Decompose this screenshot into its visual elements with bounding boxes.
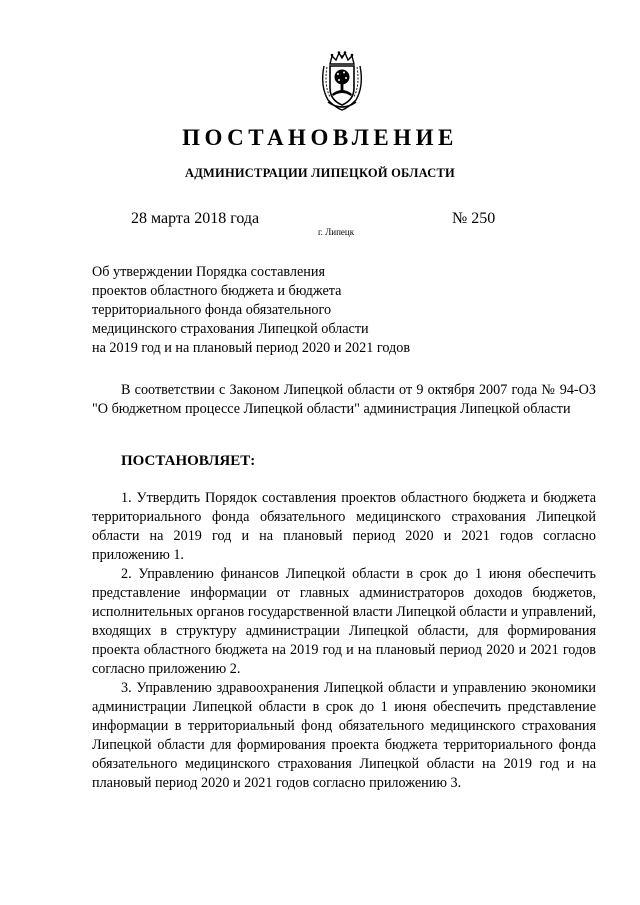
- document-title: ПОСТАНОВЛЕНИЕ: [182, 125, 458, 150]
- document-date: 28 марта 2018 года: [131, 210, 260, 227]
- subject-line: Об утверждении Порядка составления: [92, 264, 325, 280]
- decree-item-3: 3. Управлению здравоохранения Липецкой области и управлению экономики администрации Липецкой области в срок до 1 июня обеспечить представление информации в территориальный фонд обязательного медицинского страхования Липецкой области для формирования проекта бюджета территориального фонда обязательного медицинского страхования Липецкой области на 2019 год и на плановый период 2020 и 2021 годов согласно приложению 3.: [92, 680, 596, 791]
- subject-line: медицинского страхования Липецкой области: [92, 321, 369, 337]
- subject-line: на 2019 год и на плановый период 2020 и 2021 годов: [92, 340, 411, 356]
- document-number: № 250: [452, 210, 496, 227]
- decree-item-2: 2. Управлению финансов Липецкой области в срок до 1 июня обеспечить представление информации от главных администраторов доходов бюджетов, исполнительных органов государственной власти Липецкой области и управлений, входящих в структуру администрации Липецкой области, для формирования проекта областного бюджета на 2019 год и на плановый период 2020 и 2021 годов согласно приложению 2.: [92, 566, 596, 677]
- decree-items: [92, 489, 596, 793]
- subject-line: проектов областного бюджета и бюджета: [92, 283, 342, 299]
- subject-line: территориального фонда обязательного: [92, 302, 332, 318]
- document-subject: [92, 263, 410, 358]
- decree-item-1: 1. Утвердить Порядок составления проектов областного бюджета и бюджета территориального фонда обязательного медицинского страхования Липецкой области на 2019 год и на плановый период 2020 и 2021 годов согласно приложению 1.: [92, 490, 596, 563]
- preamble-paragraph: [92, 381, 596, 419]
- lipetsk-coat-of-arms-icon: [318, 50, 366, 112]
- document-city: г. Липецк: [318, 227, 355, 237]
- decree-heading: ПОСТАНОВЛЯЕТ:: [121, 453, 256, 469]
- preamble-text: В соответствии с Законом Липецкой области от 9 октября 2007 года № 94-ОЗ "О бюджетном процессе Липецкой области" администрация Липецкой области: [92, 382, 596, 417]
- issuing-authority: АДМИНИСТРАЦИИ ЛИПЕЦКОЙ ОБЛАСТИ: [185, 166, 455, 180]
